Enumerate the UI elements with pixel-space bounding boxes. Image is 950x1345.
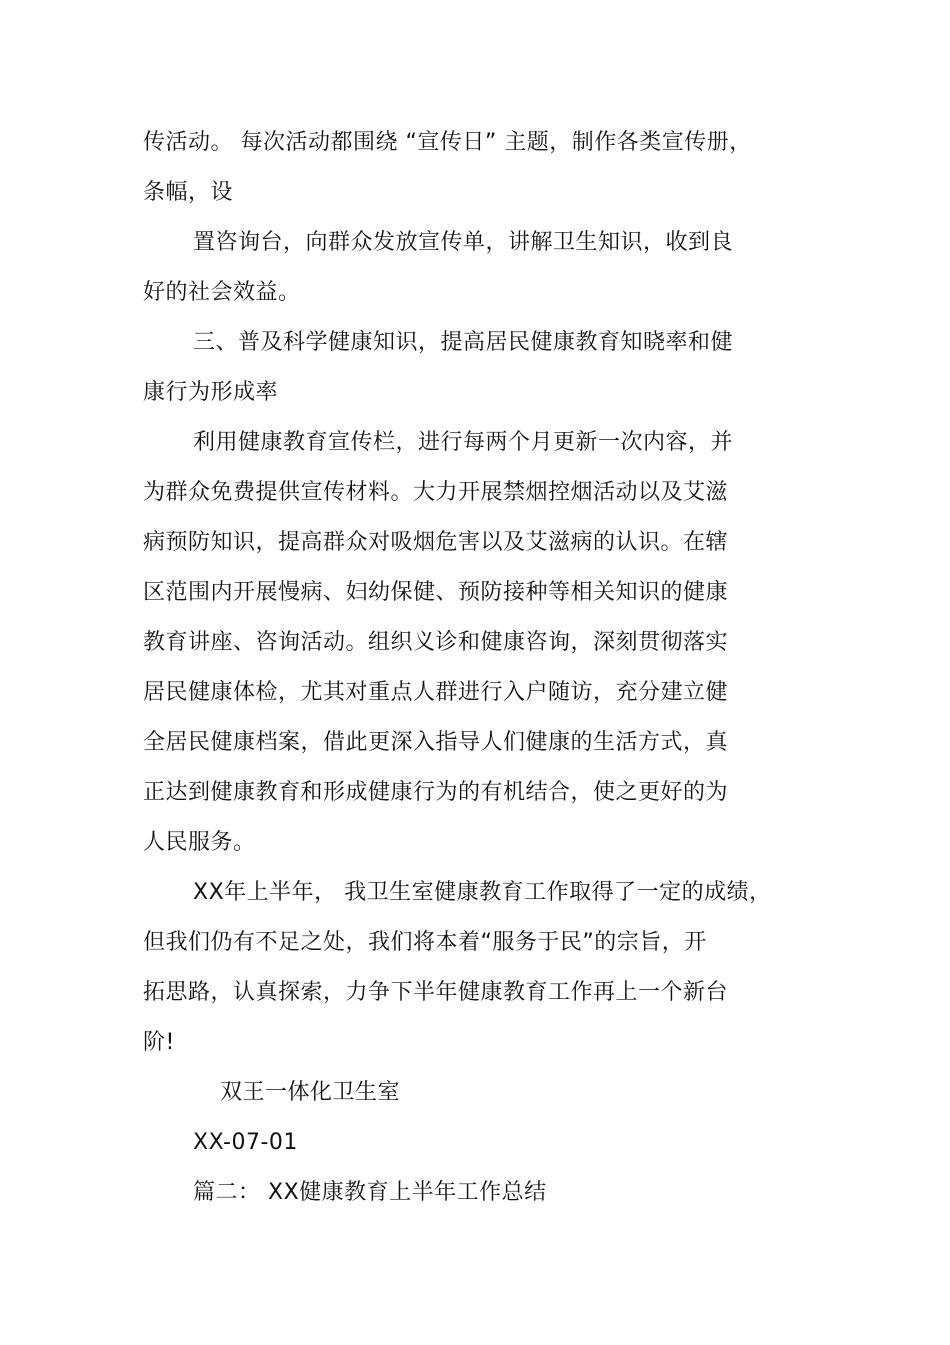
text-line: 拓思路，认真探索，力争下半年健康教育工作再上一个新台: [143, 980, 729, 1005]
text-line: 区范围内开展慢病、妇幼保健、预防接种等相关知识的健康: [143, 580, 729, 605]
text-line: 利用健康教育宣传栏，进行每两个月更新一次内容，并: [193, 430, 734, 455]
next-section-title: 篇二： XX健康教育上半年工作总结: [193, 1180, 547, 1205]
text-line: 好的社会效益。: [143, 280, 301, 305]
text-line: 条幅，设: [143, 180, 234, 205]
text-line: 传活动。 每次活动都围绕 “宣传日” 主题，制作各类宣传册，: [143, 130, 752, 155]
signature-org: 双王一体化卫生室: [220, 1080, 401, 1105]
section-heading: 三、普及科学健康知识，提高居民健康教育知晓率和健: [193, 330, 734, 355]
text-line: 居民健康体检，尤其对重点人群进行入户随访，充分建立健: [143, 680, 729, 705]
text-line: 置咨询台，向群众发放宣传单，讲解卫生知识，收到良: [193, 230, 734, 255]
text-line: 全居民健康档案，借此更深入指导人们健康的生活方式，真: [143, 730, 729, 755]
text-line: 人民服务。: [143, 830, 256, 855]
text-line: XX年上半年， 我卫生室健康教育工作取得了一定的成绩，: [193, 880, 772, 905]
text-line: 为群众免费提供宣传材料。大力开展禁烟控烟活动以及艾滋: [143, 480, 729, 505]
text-line: 教育讲座、咨询活动。组织义诊和健康咨询，深刻贯彻落实: [143, 630, 729, 655]
text-line: 但我们仍有不足之处，我们将本着“服务于民”的宗旨，开: [143, 930, 707, 955]
section-heading: 康行为形成率: [143, 380, 279, 405]
text-line: 正达到健康教育和形成健康行为的有机结合，使之更好的为: [143, 780, 729, 805]
text-line: 阶!: [143, 1030, 175, 1055]
signature-date: XX-07-01: [193, 1130, 298, 1155]
text-line: 病预防知识，提高群众对吸烟危害以及艾滋病的认识。在辖: [143, 530, 729, 555]
